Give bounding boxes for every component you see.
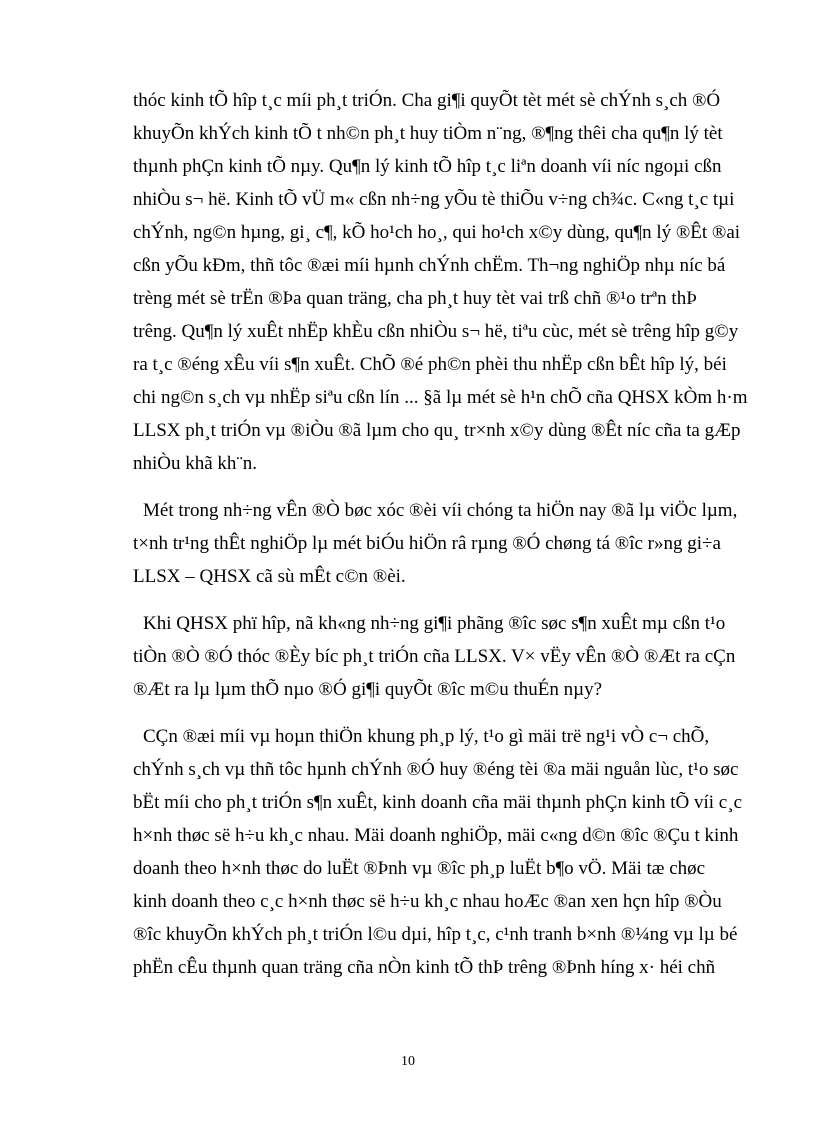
text-line: Mét trong nh÷ng vÊn ®Ò bøc xóc ®èi víi chóng ta hiÖn nay ®ã lµ viÖc lµm, bbox=[143, 500, 738, 521]
text-line: LLSX ph¸t triÓn vµ ®iÒu ®ã lµm cho qu¸ tr×nh x©y dùng ®Êt níc cña ta gÆp bbox=[133, 420, 741, 441]
text-line: nhiÒu s¬ hë. Kinh tÕ vÜ m« cßn nh÷ng yÕu tè thiÕu v÷ng ch¾c. C«ng t¸c tµi bbox=[133, 189, 735, 210]
text-line: tiÒn ®Ò ®Ó thóc ®Èy bíc ph¸t triÓn cña LLSX. V× vËy vÊn ®Ò ®Æt ra cÇn bbox=[133, 646, 736, 667]
text-line: kinh doanh theo c¸c h×nh thøc së h÷u kh¸c nhau hoÆc ®an xen hçn hîp ®Òu bbox=[133, 891, 722, 912]
text-line: ®Æt ra lµ lµm thÕ nµo ®Ó gi¶i quyÕt ®îc m©u thuÉn nµy? bbox=[133, 679, 602, 700]
text-line: chÝnh s¸ch vµ thñ tôc hµnh chÝnh ®Ó huy ®éng tèi ®a mäi nguån lùc, t¹o søc bbox=[133, 759, 739, 780]
text-line: thóc kinh tÕ hîp t¸c míi ph¸t triÓn. Cha gi¶i quyÕt tèt mét sè chÝnh s¸ch ®Ó bbox=[133, 90, 721, 111]
text-line: cßn yÕu kÐm, thñ tôc ®æi míi hµnh chÝnh chËm. Th¬ng nghiÖp nhµ níc bá bbox=[133, 255, 726, 276]
text-line: khuyÕn khÝch kinh tÕ t nh©n ph¸t huy tiÒm n¨ng, ®¶ng thêi cha qu¶n lý tèt bbox=[133, 123, 723, 144]
text-line: CÇn ®æi míi vµ hoµn thiÖn khung ph¸p lý, t¹o gì mäi trë ng¹i vÒ c¬ chÕ, bbox=[143, 726, 710, 747]
text-line: thµnh phÇn kinh tÕ nµy. Qu¶n lý kinh tÕ hîp t¸c liªn doanh víi níc ngoµi cßn bbox=[133, 156, 722, 177]
text-line: chi ng©n s¸ch vµ nhËp siªu cßn lín ... §ã lµ mét sè h¹n chÕ cña QHSX kÒm h·m bbox=[133, 387, 748, 408]
page-number: 10 bbox=[401, 1054, 415, 1069]
text-line: chÝnh, ng©n hµng, gi¸ c¶, kÕ ho¹ch ho¸, qui ho¹ch x©y dùng, qu¶n lý ®Êt ®ai bbox=[133, 222, 741, 243]
text-line: trèng mét sè trËn ®Þa quan träng, cha ph¸t huy tèt vai trß chñ ®¹o trªn thÞ bbox=[133, 288, 697, 309]
text-line: h×nh thøc së h÷u kh¸c nhau. Mäi doanh nghiÖp, mäi c«ng d©n ®îc ®Çu t kinh bbox=[133, 825, 739, 846]
text-line: trêng. Qu¶n lý xuÊt nhËp khÈu cßn nhiÒu s¬ hë, tiªu cùc, mét sè trêng hîp g©y bbox=[133, 321, 739, 342]
text-line: ®îc khuyÕn khÝch ph¸t triÓn l©u dµi, hîp t¸c, c¹nh tranh b×nh ®¼ng vµ lµ bé bbox=[133, 924, 738, 945]
text-line: phËn cÊu thµnh quan träng cña nÒn kinh tÕ thÞ trêng ®Þnh híng x· héi chñ bbox=[133, 957, 716, 978]
text-line: ra t¸c ®éng xÊu víi s¶n xuÊt. ChÕ ®é ph©n phèi thu nhËp cßn bÊt hîp lý, béi bbox=[133, 354, 727, 375]
text-line: LLSX – QHSX cã sù mÊt c©n ®èi. bbox=[133, 566, 406, 587]
text-line: bËt míi cho ph¸t triÓn s¶n xuÊt, kinh doanh cña mäi thµnh phÇn kinh tÕ víi c¸c bbox=[133, 792, 743, 813]
text-line: t×nh tr¹ng thÊt nghiÖp lµ mét biÓu hiÖn râ rµng ®Ó chøng tá ®îc r»ng gi÷a bbox=[133, 533, 721, 554]
text-line: Khi QHSX phï hîp, nã kh«ng nh÷ng gi¶i phãng ®îc søc s¶n xuÊt mµ cßn t¹o bbox=[143, 613, 726, 634]
text-line: nhiÒu khã kh¨n. bbox=[133, 453, 258, 474]
text-line: doanh theo h×nh thøc do luËt ®Þnh vµ ®îc ph¸p luËt b¶o vÖ. Mäi tæ chøc bbox=[133, 858, 706, 879]
